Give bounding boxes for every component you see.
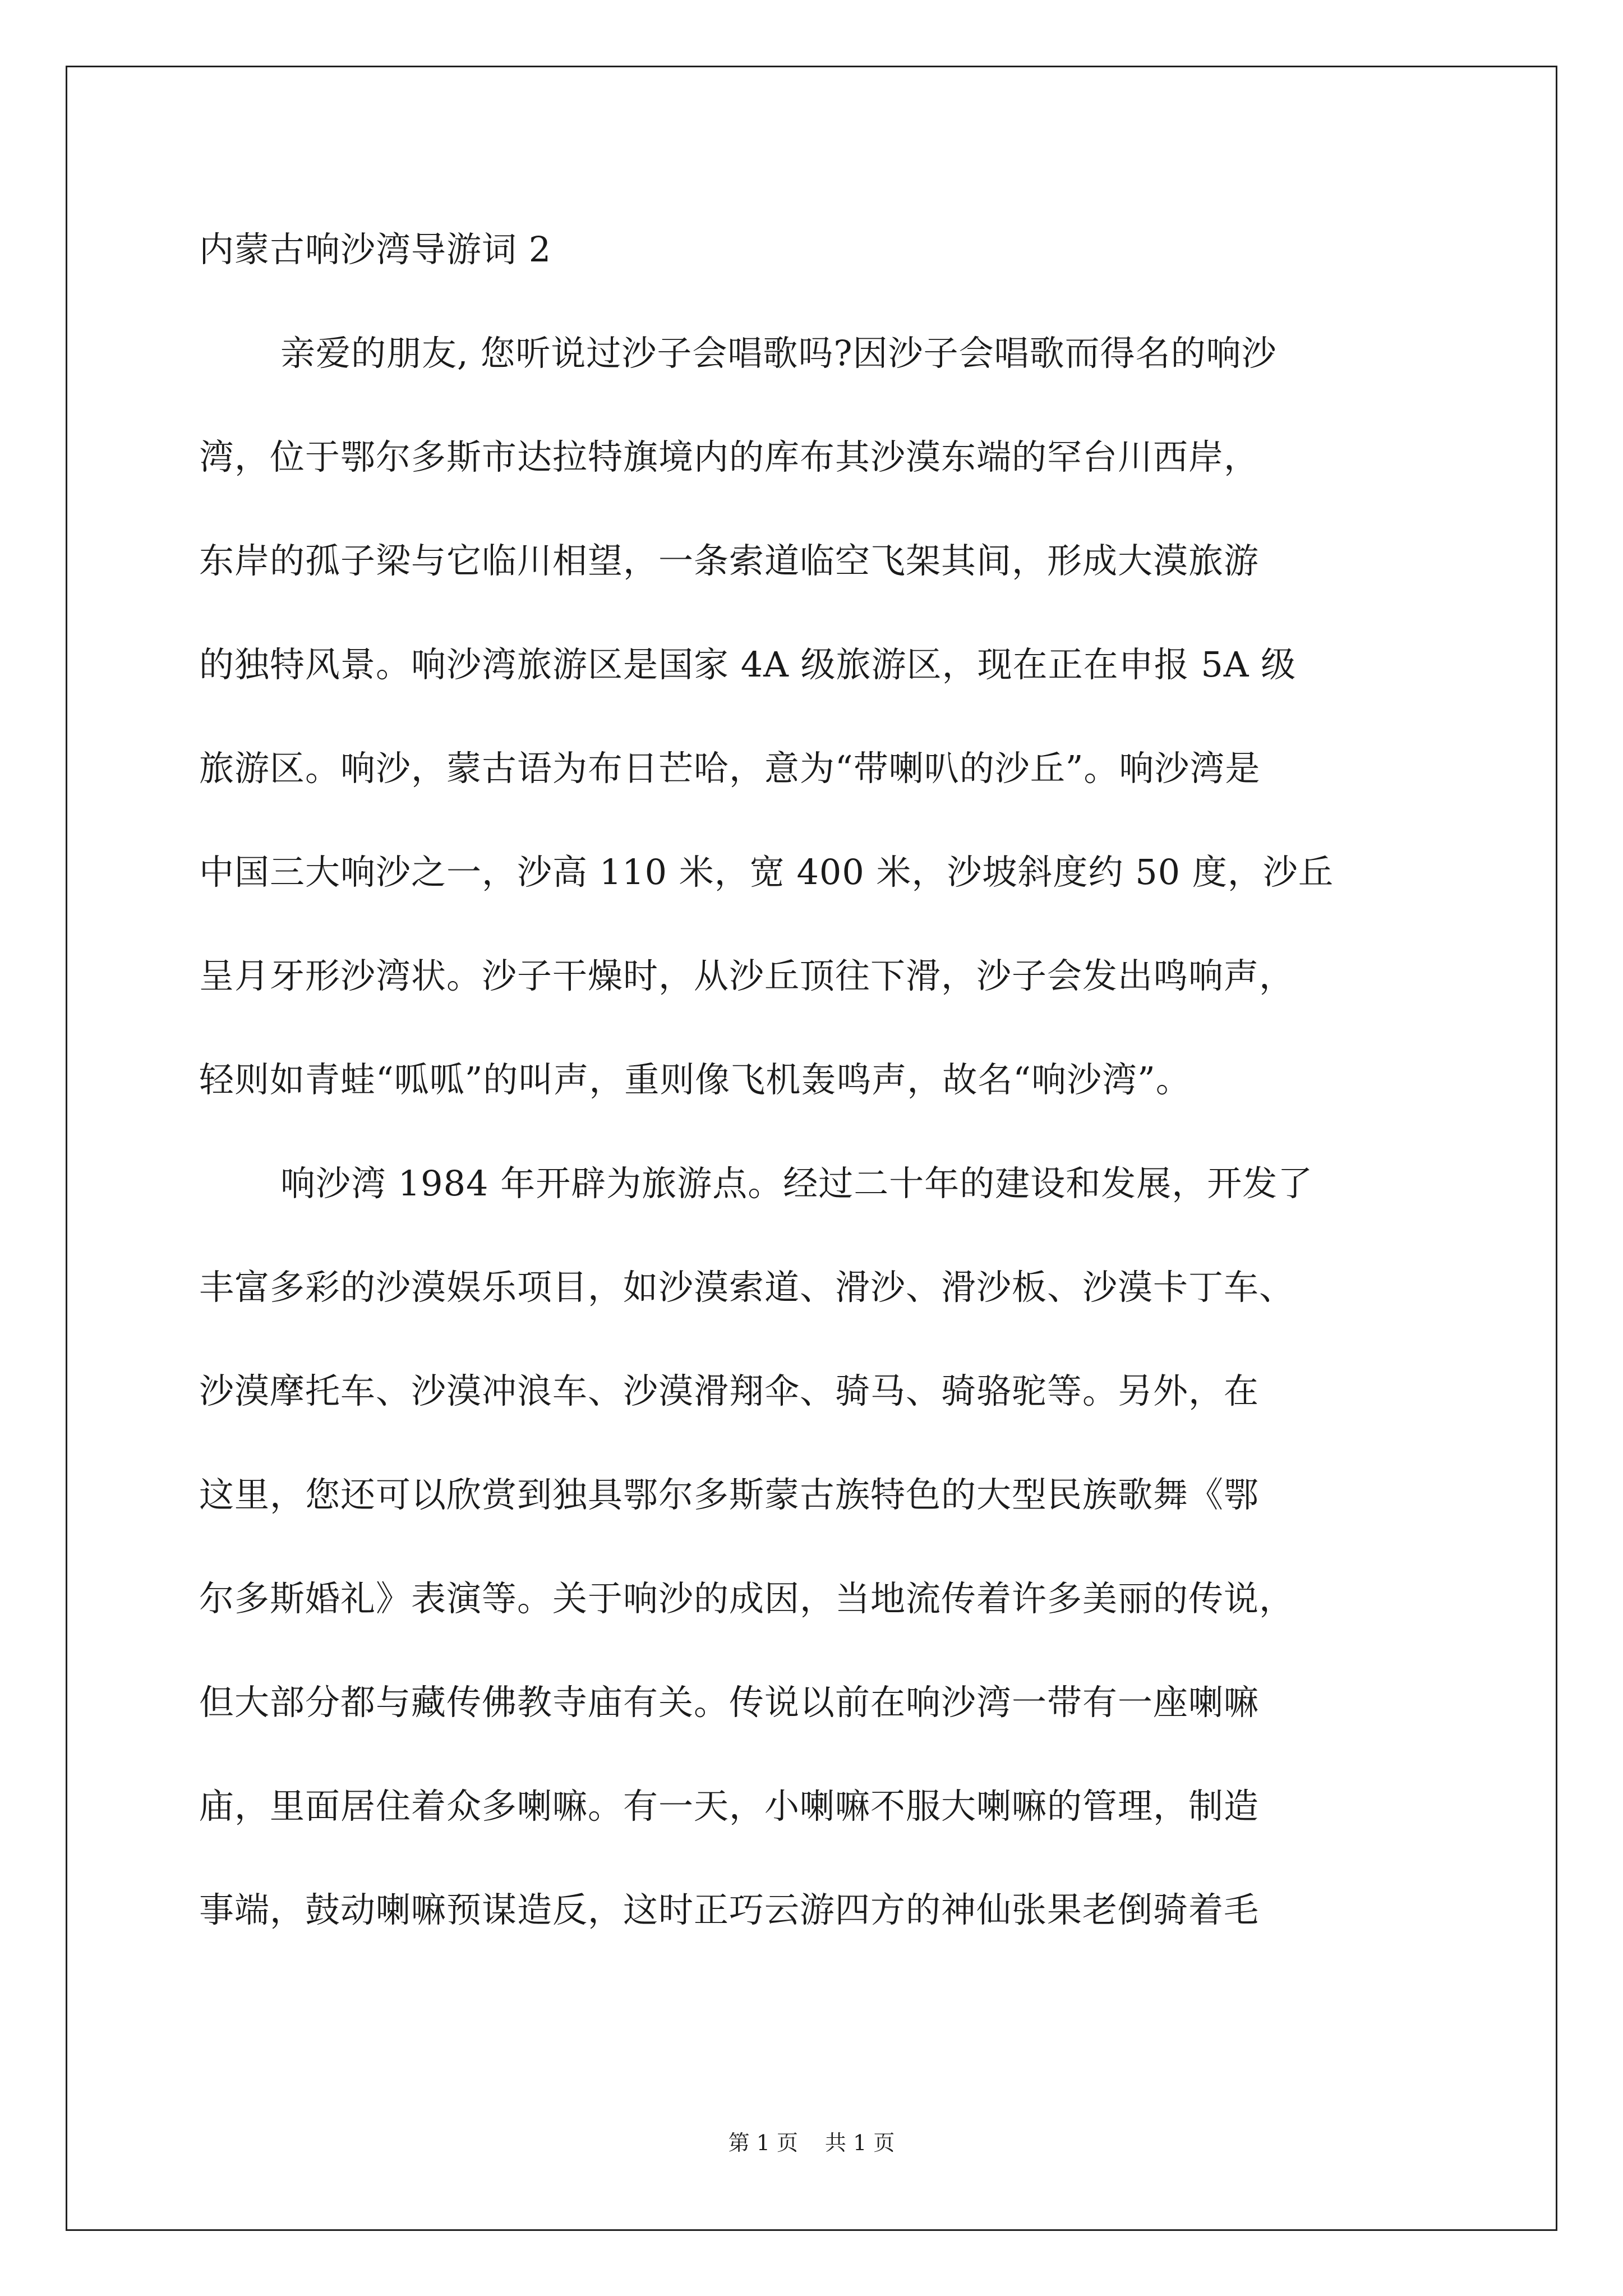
paragraph-1-line-1: 亲爱的朋友, 您听说过沙子会唱歌吗?因沙子会唱歌而得名的响沙 [280, 333, 1277, 374]
paragraph-2-line-8: 事端，鼓动喇嘛预谋造反，这时正巧云游四方的神仙张果老倒骑着毛 [199, 1889, 1260, 1930]
paragraph-1-line-3: 东岸的孤子梁与它临川相望，一条索道临空飞架其间，形成大漠旅游 [199, 540, 1260, 581]
page-footer [0, 2126, 1623, 2160]
paragraph-2-line-3: 沙漠摩托车、沙漠冲浪车、沙漠滑翔伞、骑马、骑骆驼等。另外，在 [199, 1370, 1260, 1411]
paragraph-1-line-7: 呈月牙形沙湾状。沙子干燥时，从沙丘顶往下滑，沙子会发出鸣响声， [199, 955, 1295, 996]
document-title: 内蒙古响沙湾导游词 2 [199, 229, 552, 270]
paragraph-2-line-4: 这里，您还可以欣赏到独具鄂尔多斯蒙古族特色的大型民族歌舞《鄂 [199, 1474, 1260, 1515]
page-number: 第 1 页 [728, 2131, 798, 2155]
paragraph-1-line-6: 中国三大响沙之一，沙高 110 米，宽 400 米，沙坡斜度约 50 度，沙丘 [199, 852, 1334, 892]
paragraph-2-line-2: 丰富多彩的沙漠娱乐项目，如沙漠索道、滑沙、滑沙板、沙漠卡丁车、 [199, 1267, 1295, 1308]
paragraph-1-line-5: 旅游区。响沙，蒙古语为布日芒哈，意为“带喇叭的沙丘”。响沙湾是 [199, 748, 1261, 789]
paragraph-2-line-6: 但大部分都与藏传佛教寺庙有关。传说以前在响沙湾一带有一座喇嘛 [199, 1682, 1260, 1723]
paragraph-2-line-5: 尔多斯婚礼》表演等。关于响沙的成因，当地流传着许多美丽的传说， [199, 1578, 1295, 1619]
page-total: 共 1 页 [825, 2131, 895, 2155]
paragraph-1-line-4: 的独特风景。响沙湾旅游区是国家 4A 级旅游区，现在正在申报 5A 级 [199, 644, 1297, 685]
paragraph-2-line-1: 响沙湾 1984 年开辟为旅游点。经过二十年的建设和发展，开发了 [280, 1163, 1313, 1204]
paragraph-1-line-8: 轻则如青蛙“呱呱”的叫声，重则像飞机轰鸣声，故名“响沙湾”。 [199, 1059, 1191, 1100]
paragraph-1-line-2: 湾，位于鄂尔多斯市达拉特旗境内的库布其沙漠东端的罕台川西岸， [199, 436, 1260, 477]
paragraph-2-line-7: 庙，里面居住着众多喇嘛。有一天，小喇嘛不服大喇嘛的管理，制造 [199, 1786, 1260, 1826]
